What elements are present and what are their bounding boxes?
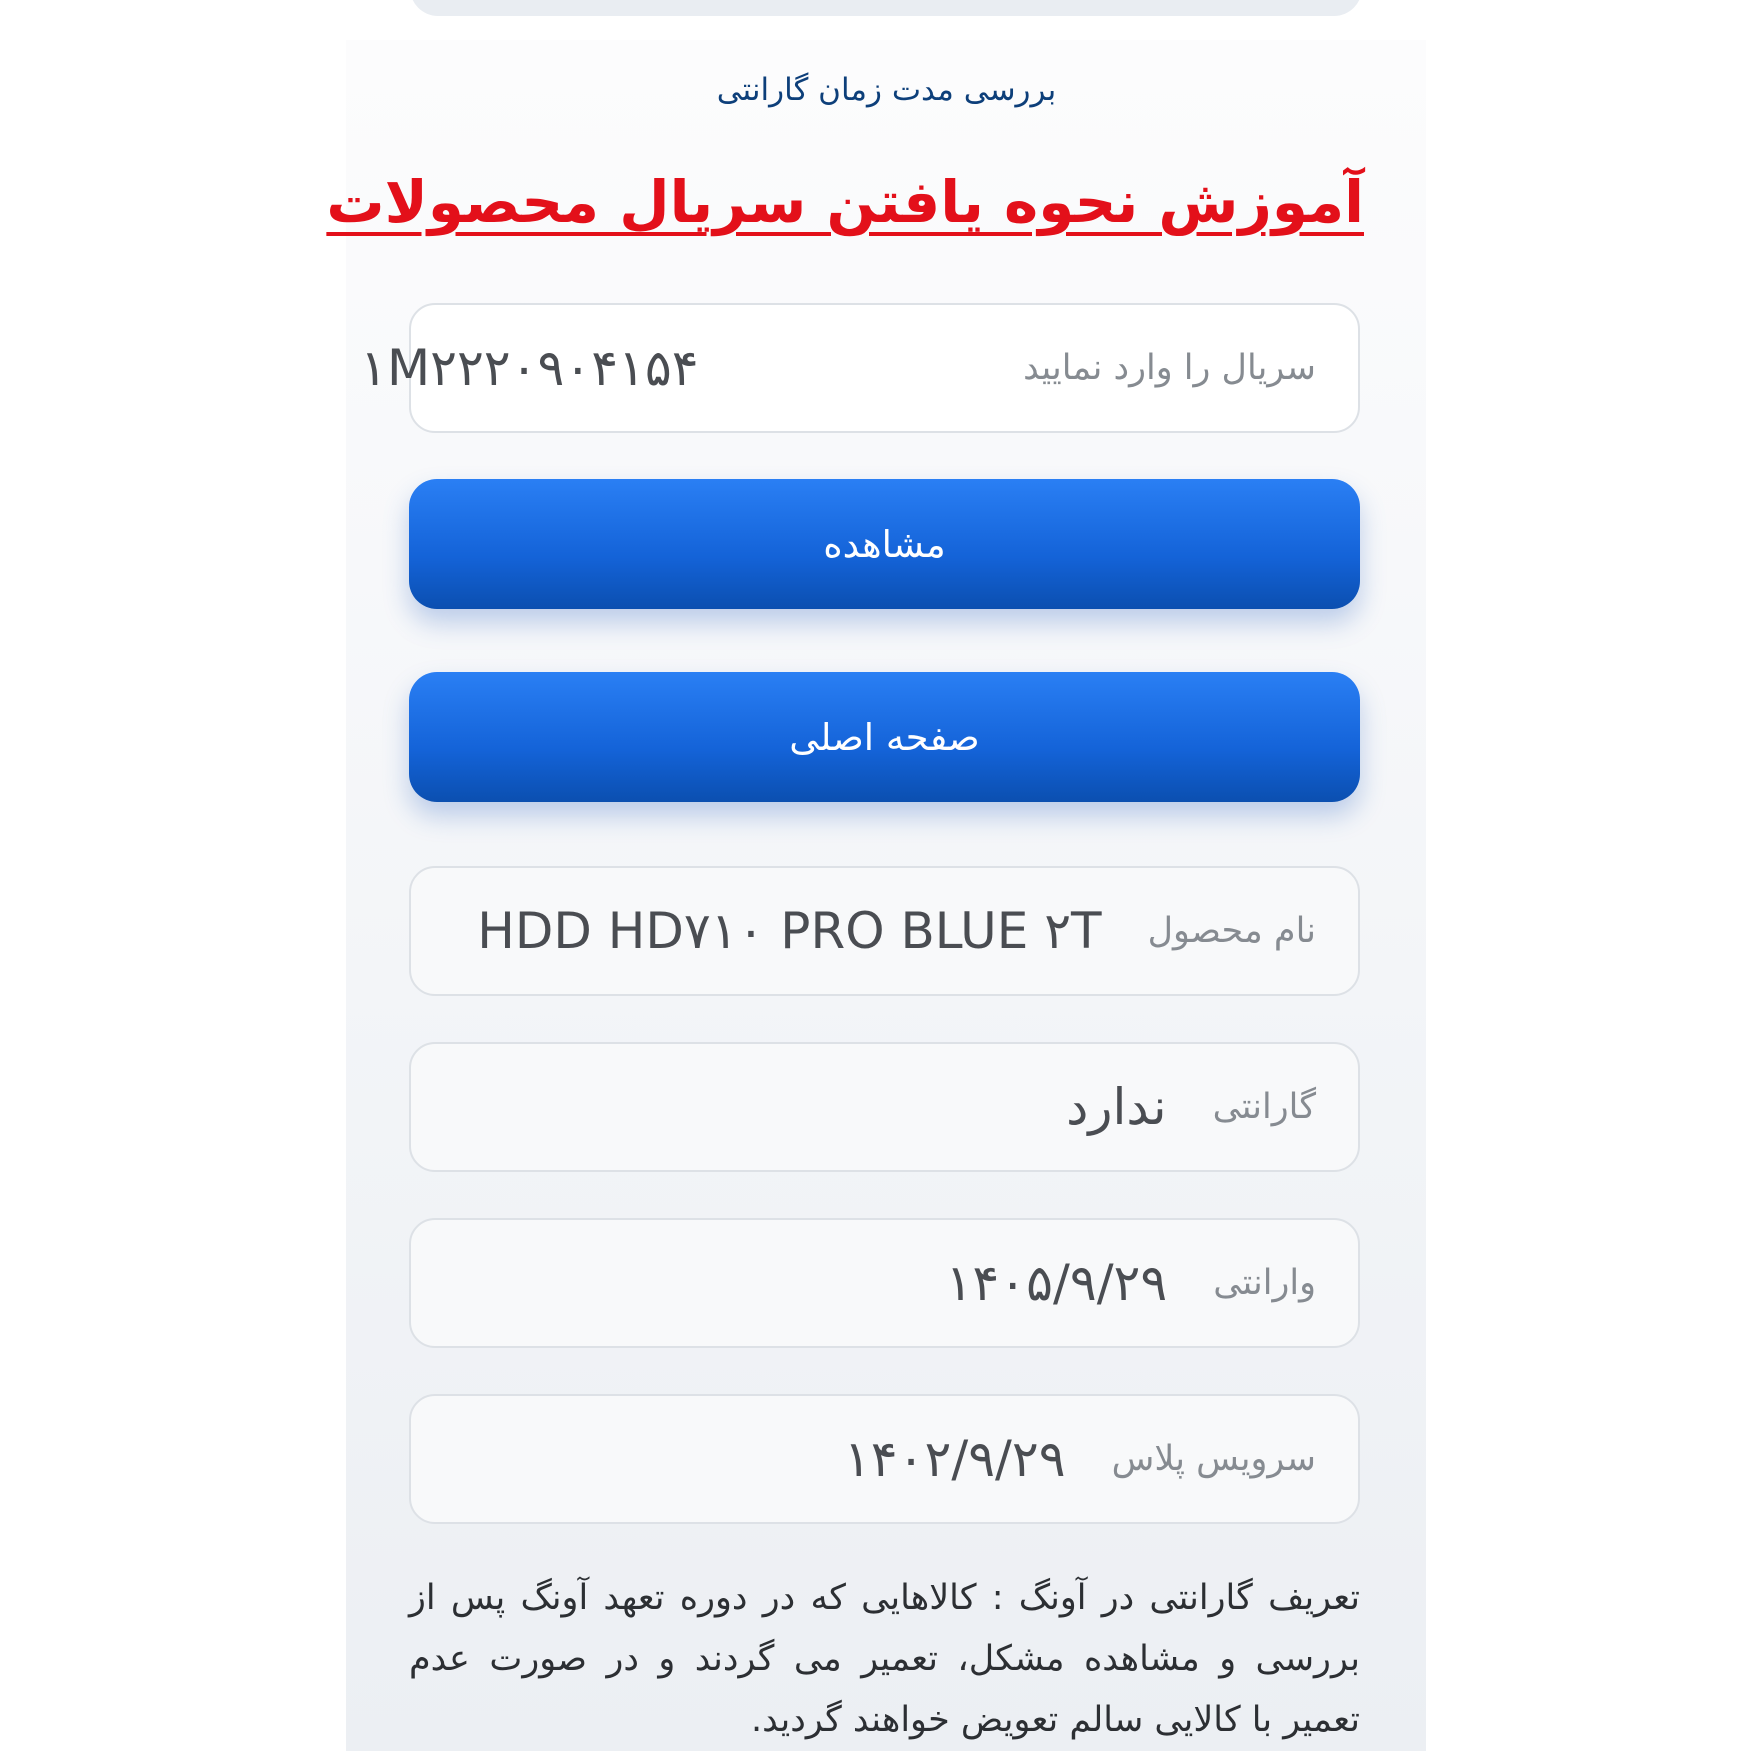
product-name-value: HDD HD۷۱۰ PRO BLUE ۲T — [477, 902, 1102, 960]
warranty-value: ۱۴۰۵/۹/۲۹ — [945, 1254, 1168, 1312]
guarantee-field — [409, 1042, 1360, 1172]
home-button[interactable]: صفحه اصلی — [409, 672, 1360, 802]
serial-input[interactable] — [360, 333, 983, 403]
service-plus-field — [409, 1394, 1360, 1524]
product-name-field — [409, 866, 1360, 996]
guarantee-definition-text: تعریف گارانتی در آونگ : کالاهایی که در دوره تعهد آونگ پس از بررسی و مشاهده مشکل، تعمیر می گردند و در صورت عدم تعمیر با کالایی سالم تعویض خواهند گردید. — [409, 1578, 1360, 1740]
serial-field-label: سریال را وارد نمایید — [1023, 348, 1316, 388]
view-button[interactable]: مشاهده — [409, 479, 1360, 609]
top-card-edge — [410, 0, 1362, 16]
serial-tutorial-link[interactable]: آموزش نحوه یافتن سریال محصولات — [326, 168, 1364, 236]
serial-field[interactable] — [409, 303, 1360, 433]
warranty-field — [409, 1218, 1360, 1348]
guarantee-label: گارانتی — [1212, 1087, 1316, 1127]
service-plus-label: سرویس پلاس — [1111, 1439, 1316, 1479]
page-subtitle: بررسی مدت زمان گارانتی — [716, 72, 1057, 108]
product-name-label: نام محصول — [1147, 911, 1316, 951]
service-plus-value: ۱۴۰۲/۹/۲۹ — [843, 1430, 1066, 1488]
warranty-label: وارانتی — [1213, 1263, 1316, 1303]
guarantee-value: ندارد — [1066, 1078, 1167, 1136]
